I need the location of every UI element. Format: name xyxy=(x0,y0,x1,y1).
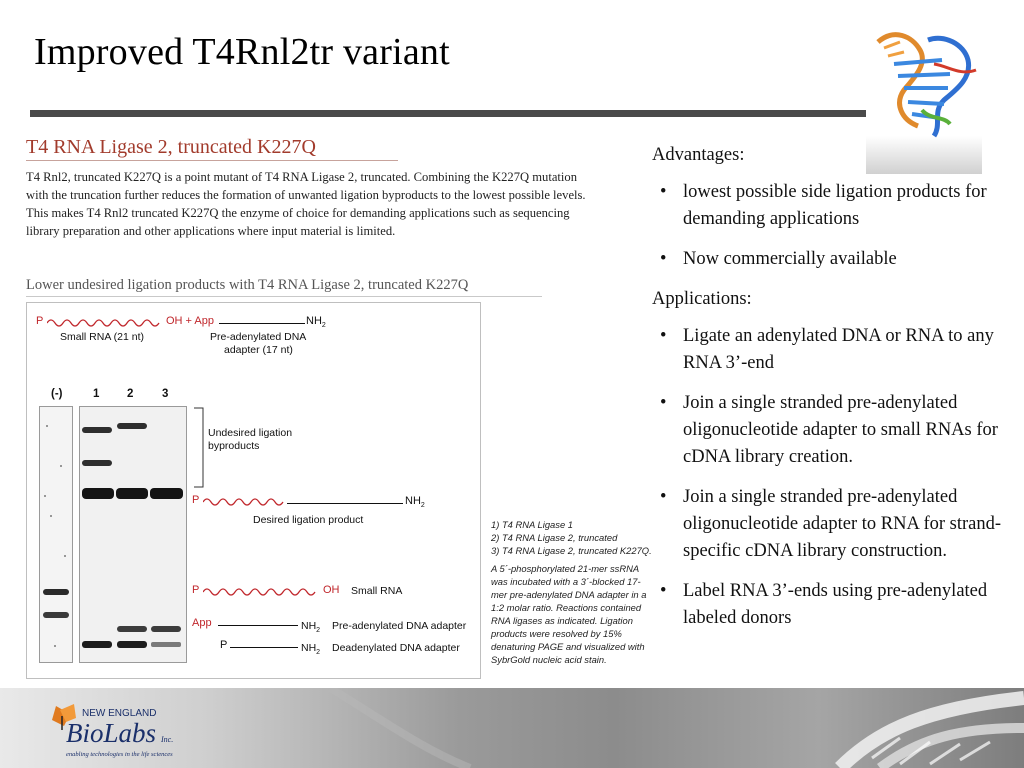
schematic-p-label: P xyxy=(36,315,44,327)
desired-product-label: Desired ligation product xyxy=(253,514,364,526)
title-divider xyxy=(30,110,866,117)
logo-line1: NEW ENGLAND xyxy=(82,708,157,719)
advantages-item xyxy=(652,179,1014,233)
schematic-nh2-label xyxy=(306,315,326,329)
smallrna-oh-label: OH xyxy=(323,584,340,596)
advantages-item-text: lowest possible side ligation products for demanding applications xyxy=(683,182,987,229)
applications-item xyxy=(652,323,1014,377)
desired-adapter-line xyxy=(287,503,403,504)
deadenylated-label: Deadenylated DNA adapter xyxy=(332,642,460,654)
applications-heading: Applications: xyxy=(652,289,752,309)
figure-description: T4 Rnl2, truncated K227Q is a point mutant of T4 RNA Ligase 2, truncated. Combining the K227Q mutation with the truncation further reduces the formation of unwanted ligation byproducts to the lowest possible levels. This makes T4 Rnl2 truncated K227Q the enzyme of choice for demanding applications such as sequencing library preparation and other applications where input material is limited. xyxy=(26,170,586,238)
neb-logo xyxy=(46,696,196,762)
logo-tagline: enabling technologies in the life sciences xyxy=(66,751,173,758)
desired-nh2-text: NH xyxy=(405,495,421,507)
caption-lane-1: 1) T4 RNA Ligase 1 xyxy=(491,519,573,530)
bullet-icon: • xyxy=(660,182,667,202)
nh2-text: NH xyxy=(306,315,322,327)
advantages-heading: Advantages: xyxy=(652,145,745,165)
bullet-icon: • xyxy=(660,326,667,346)
bullet-icon: • xyxy=(660,249,667,269)
applications-item xyxy=(652,390,1014,471)
undesired-label-1: Undesired ligation xyxy=(208,427,293,439)
advantages-item-text: Now commercially available xyxy=(683,249,897,269)
slide-title: Improved T4Rnl2tr variant xyxy=(34,31,450,73)
preadenylated-label: Pre-adenylated DNA adapter xyxy=(332,620,467,632)
preadenylated-nh2-sub: 2 xyxy=(316,627,321,635)
preadenylated-nh2-text: NH xyxy=(301,620,317,632)
adapter-line xyxy=(219,323,305,324)
deadenylated-nh2-text: NH xyxy=(301,642,317,654)
undesired-label-2: byproducts xyxy=(208,440,260,452)
desired-p-label: P xyxy=(192,494,200,506)
adapter-label-2: adapter (17 nt) xyxy=(224,344,293,356)
figure-heading: T4 RNA Ligase 2, truncated K227Q xyxy=(26,136,316,158)
caption-lane-2: 2) T4 RNA Ligase 2, truncated xyxy=(491,532,618,543)
gel-lane-control xyxy=(39,406,73,663)
dead-p-label: P xyxy=(220,639,228,651)
smallrna-p-label: P xyxy=(192,584,200,596)
schematic-oh-app-label: OH + App xyxy=(166,315,215,327)
caption-lane-list xyxy=(491,518,651,557)
preadenylated-line xyxy=(218,625,298,626)
desired-rna-wave-icon xyxy=(203,496,287,508)
lane-label-3: 3 xyxy=(162,388,169,400)
smallrna-label: Small RNA xyxy=(351,585,403,597)
bullet-icon: • xyxy=(660,581,667,601)
caption-text: A 5´-phosphorylated 21-mer ssRNA was incubated with a 3´-blocked 17-mer pre-adenylated DNA adapter in a 1:2 molar ratio. Reactions contained RNA ligases as indicated. Ligation products were resolved by 15% denaturing PAGE and visualized with SybrGold nucleic acid stain. xyxy=(491,563,647,665)
gel-figure xyxy=(26,302,481,679)
smallrna-wave-icon xyxy=(203,586,321,598)
applications-item-text: Join a single stranded pre-adenylated oligonucleotide adapter to small RNAs for cDNA library creation. xyxy=(683,393,998,467)
desired-nh2-label xyxy=(405,495,425,509)
applications-item-text: Join a single stranded pre-adenylated oligonucleotide adapter to RNA for strand-specific cDNA library construction. xyxy=(683,487,1002,561)
deadenylated-line xyxy=(230,647,298,648)
right-text-column xyxy=(652,142,1014,645)
applications-item-text: Label RNA 3’-ends using pre-adenylated labeled donors xyxy=(683,581,988,628)
figure-heading-underline xyxy=(26,160,398,161)
lane-label-1: 1 xyxy=(93,388,100,400)
bullet-icon: • xyxy=(660,487,667,507)
figure-caption xyxy=(491,518,651,666)
figure-subheading-underline xyxy=(26,296,542,297)
adapter-label-1: Pre-adenylated DNA xyxy=(210,331,307,343)
preadenylated-nh2 xyxy=(301,620,320,634)
advantages-list xyxy=(652,179,1014,273)
rna-wave-icon xyxy=(47,317,163,329)
applications-item xyxy=(652,484,1014,565)
lane-label-neg: (-) xyxy=(51,388,63,400)
deadenylated-nh2-sub: 2 xyxy=(316,649,321,657)
byproducts-bracket xyxy=(193,407,207,489)
figure-subheading: Lower undesired ligation products with T4 RNA Ligase 2, truncated K227Q xyxy=(26,277,469,293)
logo-inc: Inc. xyxy=(161,735,174,744)
caption-lane-3: 3) T4 RNA Ligase 2, truncated K227Q. xyxy=(491,545,652,556)
small-rna-label: Small RNA (21 nt) xyxy=(60,331,145,343)
desired-nh2-sub: 2 xyxy=(420,502,425,510)
nh2-sub: 2 xyxy=(321,322,326,330)
applications-list xyxy=(652,323,1014,632)
app-label: App xyxy=(192,617,212,629)
applications-item xyxy=(652,578,1014,632)
advantages-item xyxy=(652,246,1014,273)
gel-lanes-1-3 xyxy=(79,406,187,663)
deadenylated-nh2 xyxy=(301,642,320,656)
bullet-icon: • xyxy=(660,393,667,413)
applications-item-text: Ligate an adenylated DNA or RNA to any RNA 3’-end xyxy=(683,326,994,373)
logo-main: BioLabs xyxy=(66,718,157,748)
lane-label-2: 2 xyxy=(127,388,134,400)
